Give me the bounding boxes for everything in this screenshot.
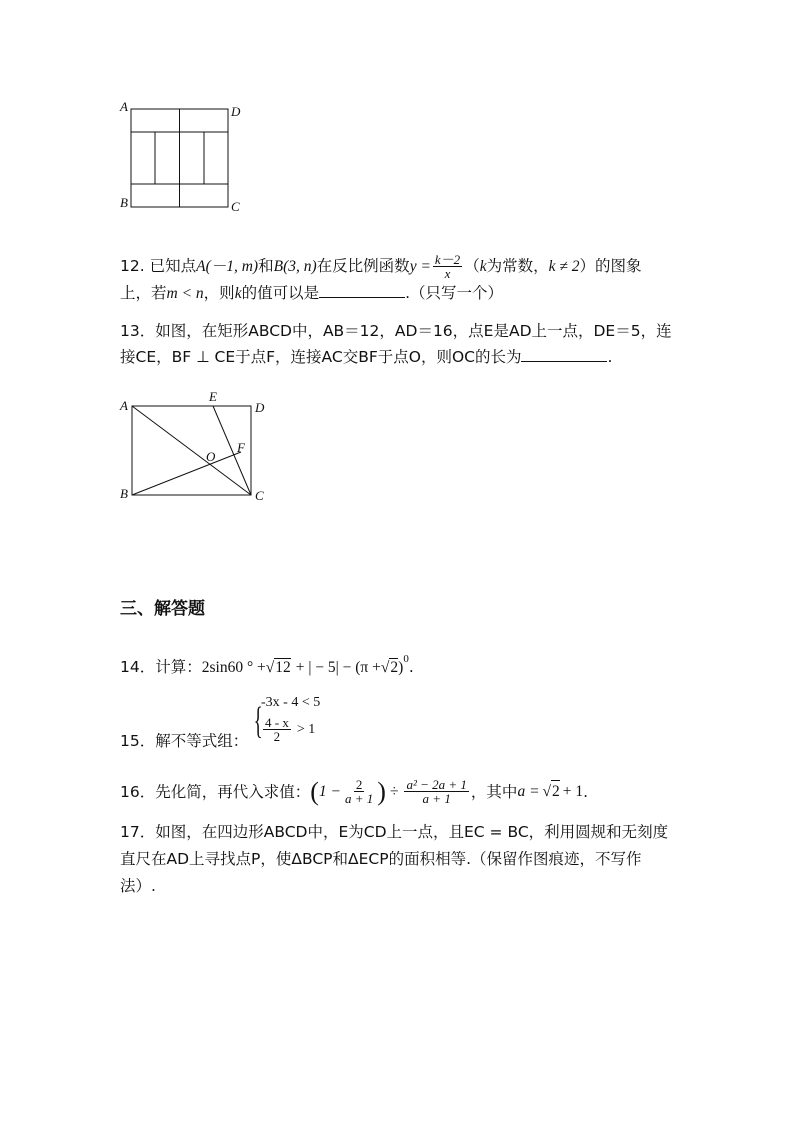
q16: 16．先化简，再代入求值： ( 1 − $\frac{2}{a + 1}$ ) ÷ $\frac{\text{a² − 2a + 1}}{a + 1}$ ，其中 a = √ 2 + 1 . [120, 776, 589, 806]
grid-label-a: A [120, 100, 128, 114]
q15-prefix: 15．解不等式组： [120, 732, 249, 750]
fig2-label-b: B [120, 486, 128, 501]
line-bf [132, 452, 241, 495]
q15-inequality-2: $\frac{4 - x}{2}$ > 1 [265, 715, 316, 744]
q13-line2: 接CE，BF ⊥ CE于点F，连接AC交BF于点O，则OC的长为 . [120, 348, 613, 366]
fig2-label-o: O [206, 449, 216, 464]
line-ac [132, 406, 251, 495]
q12-point-b: B(3, n) [273, 258, 317, 275]
q15-brace: { [253, 700, 263, 742]
fig2-label-d: D [255, 400, 265, 415]
fig2-label-f: F [237, 440, 245, 455]
q17-line1: 17．如图，在四边形ABCD中，E为CD上一点，且EC = BC，利用圆规和无刻度 [120, 823, 669, 841]
q16-fraction-2: $\frac{\text{a² − 2a + 1}}{a + 1}$ [406, 777, 467, 806]
q12-line1: 12. 已知点A(－1, m)和B(3, n)在反比例函数y = $\frac{k-2}{x}$ （k为常数，k ≠ 2）的图象 [120, 252, 642, 281]
grid-label-d: D [231, 104, 241, 119]
q12-function-fraction: $\frac{k-2}{x}$ [434, 252, 461, 281]
q13-answer-blank[interactable] [521, 347, 607, 362]
q16-fraction-1: $\frac{2}{a + 1}$ [345, 777, 374, 806]
q13-line1: 13．如图，在矩形ABCD中，AB＝12，AD＝16，点E是AD上一点，DE＝5，连 [120, 322, 672, 340]
fig2-label-c: C [255, 488, 264, 503]
fig2-label-e: E [209, 389, 217, 404]
grid-label-c: C [231, 199, 240, 214]
grid-label-b: B [120, 195, 128, 210]
q14: 14．计算：2sin60 ° +√12 + | − $5| - (\pi +√2)^0$. [120, 653, 414, 677]
q17-line3: 法）. [120, 877, 156, 895]
q12-point-a: A(－1, m) [196, 258, 259, 275]
figure-grid-rectangle [115, 100, 255, 215]
section-title: 三、解答题 [120, 599, 205, 619]
fig2-label-a: A [120, 398, 128, 413]
q12-line2: 上，若m < n，则k的值可以是 .（只写一个） [120, 284, 504, 302]
figure-rectangle-abcd [115, 388, 275, 503]
q12-answer-blank[interactable] [319, 283, 405, 298]
q17-line2: 直尺在AD上寻找点P，使ΔBCP和ΔECP的面积相等.（保留作图痕迹，不写作 [120, 850, 642, 868]
q15-inequality-1: -3x - 4 < 5 [261, 695, 321, 710]
line-ce [213, 406, 251, 495]
